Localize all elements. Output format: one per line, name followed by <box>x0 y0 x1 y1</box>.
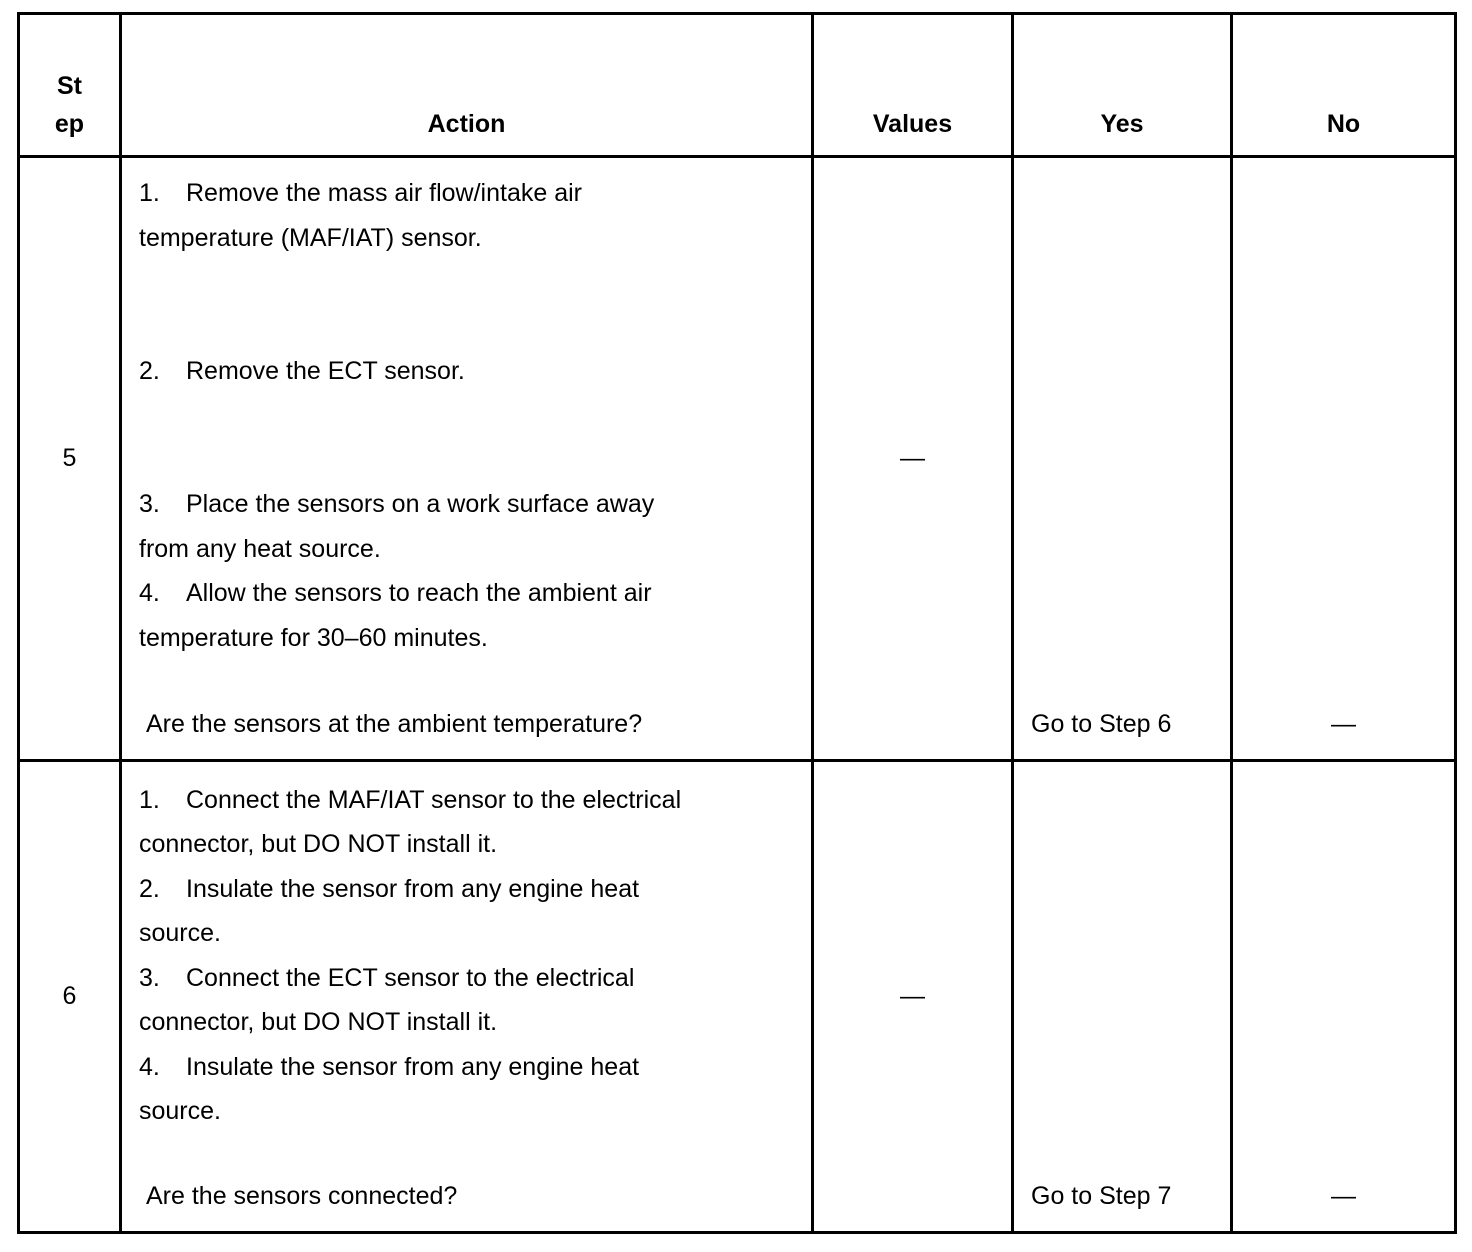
yes-goto-step: Go to Step 6 <box>1031 710 1172 738</box>
no-value: — <box>1331 1182 1356 1210</box>
header-step <box>19 14 121 157</box>
no-value: — <box>1331 710 1356 738</box>
yes-cell <box>1013 761 1232 1233</box>
action-line: from any heat source. <box>139 535 381 563</box>
action-line: source. <box>139 1097 221 1125</box>
values-cell: — <box>813 157 1013 761</box>
action-cell <box>121 761 813 1233</box>
diagnostic-table <box>17 12 1457 1234</box>
action-cell <box>121 157 813 761</box>
yes-cell <box>1013 157 1232 761</box>
header-values: Values <box>813 14 1013 157</box>
action-line: source. <box>139 919 221 947</box>
table-row-step-5 <box>19 157 1456 761</box>
header-step-label: St ep <box>54 72 85 138</box>
no-cell <box>1232 157 1456 761</box>
header-row <box>19 14 1456 157</box>
action-question: Are the sensors connected? <box>146 1182 458 1210</box>
action-line: 1. Remove the mass air flow/intake air <box>139 179 582 207</box>
header-yes: Yes <box>1013 14 1232 157</box>
action-line: 2. Remove the ECT sensor. <box>139 357 465 385</box>
action-line: 4. Insulate the sensor from any engine heat <box>139 1053 640 1081</box>
action-line: 3. Place the sensors on a work surface away <box>139 490 655 518</box>
action-line: temperature for 30–60 minutes. <box>139 624 488 652</box>
action-line: 1. Connect the MAF/IAT sensor to the electrical <box>139 786 682 814</box>
action-line: 3. Connect the ECT sensor to the electrical <box>139 964 635 992</box>
table-row-step-6 <box>19 761 1456 1233</box>
action-line: 4. Allow the sensors to reach the ambient air <box>139 579 652 607</box>
yes-goto-step: Go to Step 7 <box>1031 1182 1172 1210</box>
step-number: 5 <box>19 157 121 761</box>
action-line: connector, but DO NOT install it. <box>139 1008 498 1036</box>
no-cell <box>1232 761 1456 1233</box>
action-line: 2. Insulate the sensor from any engine heat <box>139 875 640 903</box>
header-no: No <box>1232 14 1456 157</box>
action-question: Are the sensors at the ambient temperature? <box>146 710 643 738</box>
step-number: 6 <box>19 761 121 1233</box>
values-cell: — <box>813 761 1013 1233</box>
header-action: Action <box>121 14 813 157</box>
action-line: temperature (MAF/IAT) sensor. <box>139 224 482 252</box>
action-line: connector, but DO NOT install it. <box>139 830 498 858</box>
